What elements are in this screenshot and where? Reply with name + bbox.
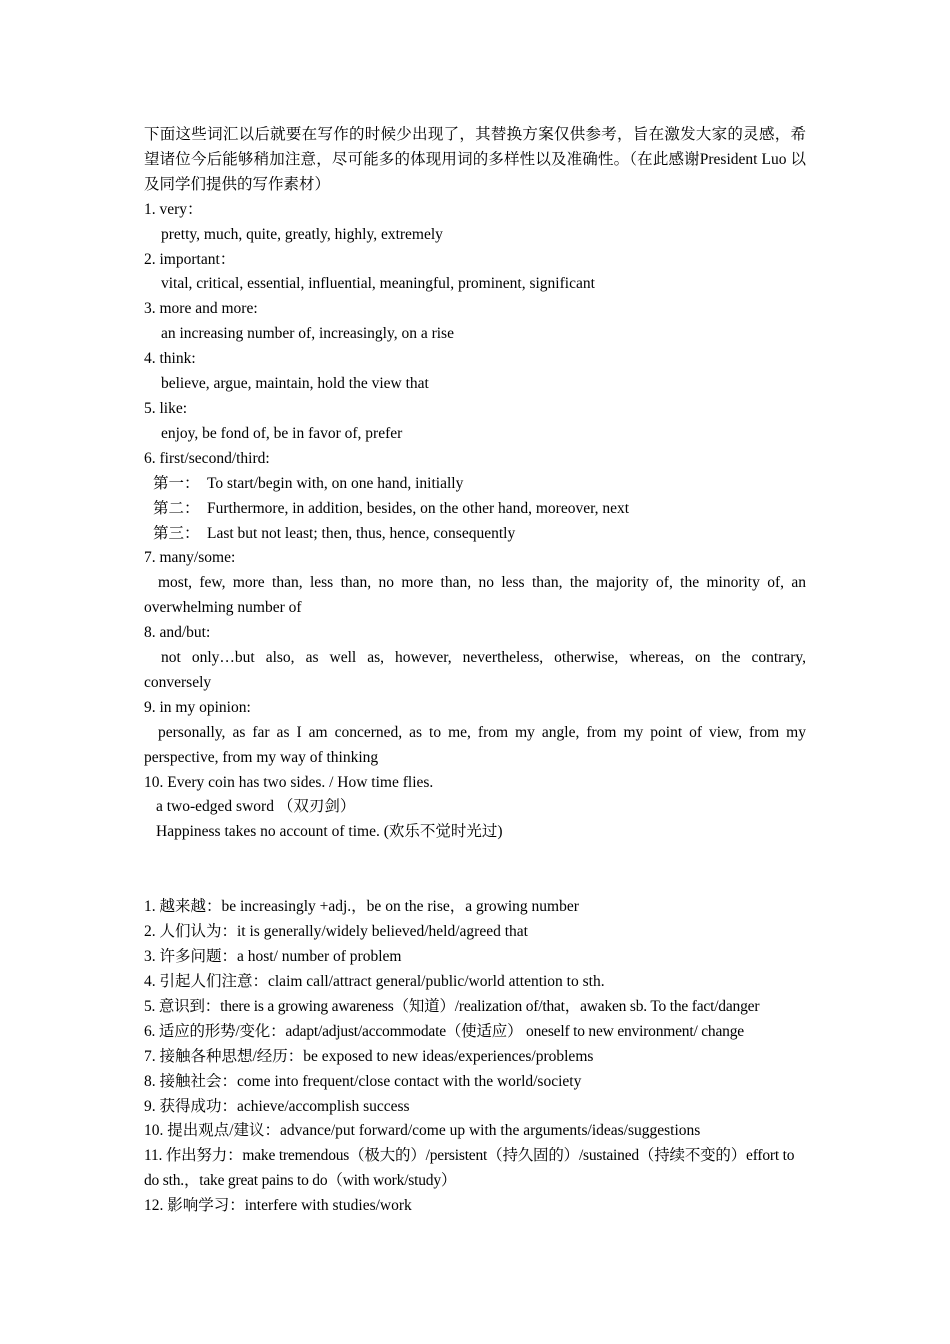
- list-item-heading: 8. and/but:: [144, 624, 211, 642]
- list-item-heading: 3. more and more:: [144, 300, 258, 318]
- list-item-heading: 5. like:: [144, 399, 188, 417]
- list-item: 5. 意识到：there is a growing awareness（知道）/realization of/that，awaken sb. To the fact/danger: [144, 997, 760, 1015]
- list-item-heading: 1. very：: [144, 200, 203, 218]
- ordinal-alternatives: Furthermore, in addition, besides, on the other hand, moreover, next: [207, 499, 630, 517]
- list-item: 12. 影响学习：interfere with studies/work: [144, 1197, 412, 1215]
- section-spacer: [144, 845, 806, 895]
- list-item-alternatives: not only…but also, as well as, however, nevertheless, otherwise, whereas, on the contrary, conversely: [144, 649, 806, 691]
- list-item-heading: 6. first/second/third:: [144, 449, 270, 467]
- list-item: 2. 人们认为：it is generally/widely believed/held/agreed that: [144, 923, 528, 941]
- list-item-heading: 7. many/some:: [144, 549, 236, 567]
- section-word-replacements: [144, 198, 806, 846]
- document-body: [144, 123, 806, 1219]
- list-item-alternatives: vital, critical, essential, influential, meaningful, prominent, significant: [161, 275, 595, 293]
- ordinal-label: 第一：: [153, 474, 200, 492]
- ordinal-row-second: [144, 497, 806, 522]
- list-item: 8. 接触社会：come into frequent/close contact with the world/society: [144, 1072, 582, 1090]
- list-item-heading: 2. important：: [144, 250, 236, 268]
- list-item-alternatives: pretty, much, quite, greatly, highly, extremely: [161, 225, 443, 243]
- list-item-alternatives: a two-edged sword （双刃剑）: [156, 798, 356, 816]
- list-item-alternatives: enjoy, be fond of, be in favor of, prefer: [161, 424, 403, 442]
- list-item-alternatives: an increasing number of, increasingly, on a rise: [161, 325, 454, 343]
- list-item-heading: 9. in my opinion:: [144, 698, 251, 716]
- list-item: 10. 提出观点/建议：advance/put forward/come up with the arguments/ideas/suggestions: [144, 1122, 701, 1140]
- list-item: 11. 作出努力：make tremendous（极大的）/persistent（持久固的）/sustained（持续不变的）effort to do sth.，take great pains to do（with work/study）: [144, 1147, 795, 1190]
- ordinal-alternatives: To start/begin with, on one hand, initially: [207, 474, 464, 492]
- list-item-alternatives: personally, as far as I am concerned, as to me, from my angle, from my point of view, from my perspective, from my way of thinking: [144, 723, 806, 766]
- intro-paragraph: 下面这些词汇以后就要在写作的时候少出现了，其替换方案仅供参考，旨在激发大家的灵感，希望诸位今后能够稍加注意，尽可能多的体现用词的多样性以及准确性。（在此感谢President Luo 以及同学们提供的写作素材）: [144, 126, 806, 193]
- ordinal-label: 第二：: [153, 499, 200, 517]
- ordinal-row-third: [144, 522, 806, 547]
- list-item: 3. 许多问题：a host/ number of problem: [144, 948, 402, 966]
- list-item: 1. 越来越：be increasingly +adj.，be on the rise，a growing number: [144, 898, 579, 916]
- list-item-alternatives: Happiness takes no account of time. (欢乐不觉时光过): [156, 823, 503, 841]
- list-item: 6. 适应的形势/变化：adapt/adjust/accommodate（使适应） oneself to new environment/ change: [144, 1022, 744, 1040]
- list-item-alternatives: believe, argue, maintain, hold the view that: [161, 375, 429, 393]
- list-item-heading: 10. Every coin has two sides. / How time flies.: [144, 773, 434, 791]
- ordinal-label: 第三：: [153, 524, 200, 542]
- list-item-alternatives: most, few, more than, less than, no more than, no less than, the majority of, the minority of, an overwhelming number of: [144, 574, 806, 617]
- list-item: 7. 接触各种思想/经历：be exposed to new ideas/experiences/problems: [144, 1047, 594, 1065]
- list-item: 9. 获得成功：achieve/accomplish success: [144, 1097, 410, 1115]
- ordinal-row-first: [144, 472, 806, 497]
- list-item-heading: 4. think:: [144, 350, 196, 368]
- list-item: 4. 引起人们注意：claim call/attract general/public/world attention to sth.: [144, 973, 605, 990]
- ordinal-alternatives: Last but not least; then, thus, hence, consequently: [207, 524, 516, 542]
- section-useful-expressions: [144, 895, 806, 1219]
